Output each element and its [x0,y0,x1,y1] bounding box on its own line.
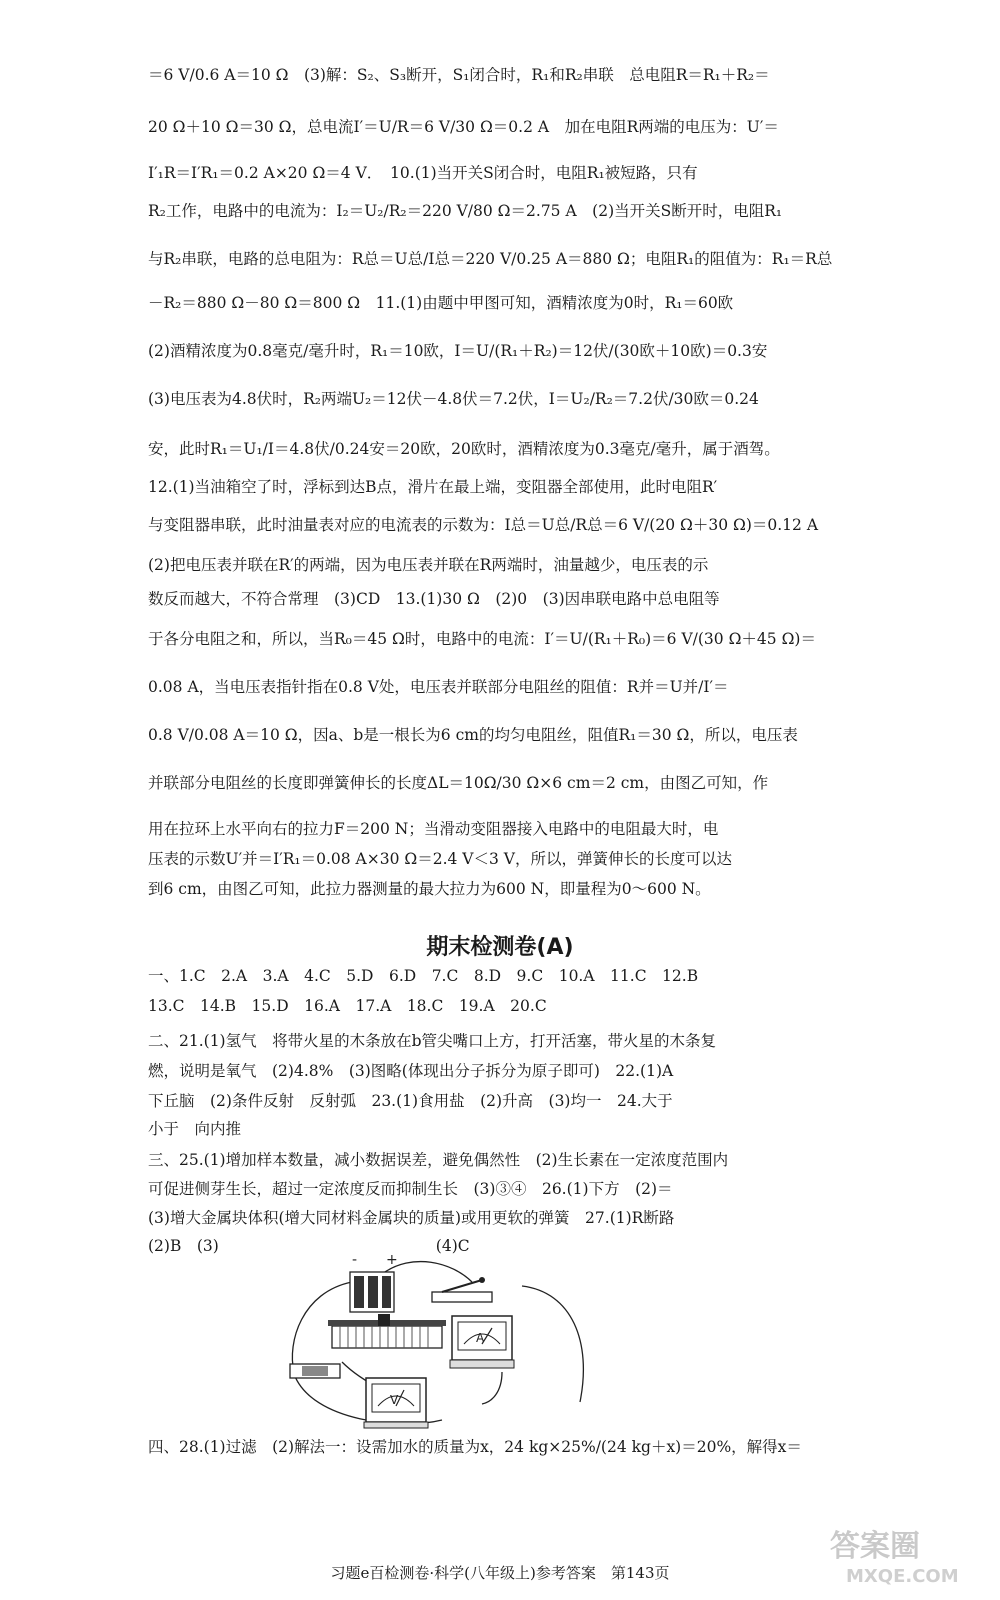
section-heading: 期末检测卷(A) [426,935,574,960]
text-line: (2)把电压表并联在R′的两端，因为电压表并联在R两端时，油量越少，电压表的示 [148,556,709,574]
text-line: 于各分电阻之和，所以，当R₀＝45 Ω时，电路中的电流：I′＝U/(R₁＋R₀)＝6 V/(30 Ω＋45 Ω)＝ [148,630,816,648]
answer-line: 13.C 14.B 15.D 16.A 17.A 18.C 19.A 20.C [148,997,547,1015]
text-line: I′₁R＝I′R₁＝0.2 A×20 Ω＝4 V． 10.(1)当开关S闭合时，电阻R₁被短路，只有 [148,164,698,182]
text-line: 20 Ω＋10 Ω＝30 Ω，总电流I′＝U/R＝6 V/30 Ω＝0.2 A 加在电阻R两端的电压为：U′＝ [148,118,779,136]
text-line: ＝6 V/0.6 A＝10 Ω (3)解：S₂、S₃断开，S₁闭合时，R₁和R₂串联 总电阻R＝R₁＋R₂＝ [148,66,770,84]
answer-line: 可促进侧芽生长，超过一定浓度反而抑制生长 (3)③④ 26.(1)下方 (2)＝ [148,1180,673,1198]
circuit-diagram [282,1252,602,1430]
battery-plus-label: + [386,1252,398,1268]
text-line: 用在拉环上水平向右的拉力F＝200 N；当滑动变阻器接入电路中的电阻最大时，电 [148,820,719,838]
text-line: 数反而越大，不符合常理 (3)CD 13.(1)30 Ω (2)0 (3)因串联电路中总电阻等 [148,590,720,608]
text-line: 压表的示数U′并＝I′R₁＝0.08 A×30 Ω＝2.4 V＜3 V，所以，弹簧伸长的长度可以达 [148,850,732,868]
svg-text:MXQE.COM: MXQE.COM [846,1566,959,1587]
answer-line: (3)增大金属块体积(增大同材料金属块的质量)或用更软的弹簧 27.(1)R断路 [148,1209,675,1227]
answer-line: 三、25.(1)增加样本数量，减小数据误差，避免偶然性 (2)生长素在一定浓度范围内 [148,1151,729,1169]
battery-minus-label: - [352,1252,358,1268]
resistor-icon [290,1364,340,1378]
battery-icon [350,1272,394,1312]
text-line: 0.08 A，当电压表指针指在0.8 V处，电压表并联部分电阻丝的阻值：R并＝U并/I′＝ [148,678,729,696]
text-line: 0.8 V/0.08 A＝10 Ω，因a、b是一根长为6 cm的均匀电阻丝，阻值R₁＝30 Ω，所以，电压表 [148,726,798,744]
rheostat-icon [328,1314,446,1348]
text-line: R₂工作，电路中的电流为：I₂＝U₂/R₂＝220 V/80 Ω＝2.75 A (2)当开关S断开时，电阻R₁ [148,202,783,220]
answer-line: 小于 向内推 [148,1120,242,1138]
answer-line: 一、1.C 2.A 3.A 4.C 5.D 6.D 7.C 8.D 9.C 10.A 11.C 12.B [148,967,699,985]
voltmeter-label: V [390,1393,399,1407]
text-line: －R₂＝880 Ω－80 Ω＝800 Ω 11.(1)由题中甲图可知，酒精浓度为0时，R₁＝60欧 [148,294,734,312]
svg-text:答案圈: 答案圈 [830,1529,920,1564]
answer-line: (2)B (3) (4)C [148,1237,470,1255]
answer-line: 四、28.(1)过滤 (2)解法一：设需加水的质量为x，24 kg×25%/(24 kg＋x)＝20%，解得x＝ [148,1438,802,1456]
answer-line: 二、21.(1)氢气 将带火星的木条放在b管尖嘴口上方，打开活塞，带火星的木条复 [148,1032,717,1050]
switch-icon [432,1277,492,1302]
text-line: 12.(1)当油箱空了时，浮标到达B点，滑片在最上端，变阻器全部使用，此时电阻R′ [148,478,718,496]
ammeter-label: A [476,1331,485,1345]
text-line: (3)电压表为4.8伏时，R₂两端U₂＝12伏－4.8伏＝7.2伏，I＝U₂/R₂＝7.2伏/30欧＝0.24 [148,390,759,408]
answer-line: 下丘脑 (2)条件反射 反射弧 23.(1)食用盐 (2)升高 (3)均一 24.大于 [148,1092,673,1110]
text-line: 与变阻器串联，此时油量表对应的电流表的示数为：I总＝U总/R总＝6 V/(20 Ω＋30 Ω)＝0.12 A [148,516,819,534]
text-line: 并联部分电阻丝的长度即弹簧伸长的长度ΔL＝10Ω/30 Ω×6 cm＝2 cm，由图乙可知，作 [148,774,769,792]
page-footer: 习题e百检测卷·科学(八年级上)参考答案 第143页 [330,1564,670,1582]
text-line: 到6 cm，由图乙可知，此拉力器测量的最大拉力为600 N，即量程为0～600 N。 [148,880,711,898]
watermark-logo [820,1520,980,1590]
text-line: 安，此时R₁＝U₁/I＝4.8伏/0.24安＝20欧，20欧时，酒精浓度为0.3毫克/毫升，属于酒驾。 [148,440,780,458]
text-line: 与R₂串联，电路的总电阻为：R总＝U总/I总＝220 V/0.25 A＝880 Ω；电阻R₁的阻值为：R₁＝R总 [148,250,833,268]
text-line: (2)酒精浓度为0.8毫克/毫升时，R₁＝10欧，I＝U/(R₁＋R₂)＝12伏/(30欧＋10欧)＝0.3安 [148,342,768,360]
answer-line: 燃，说明是氧气 (2)4.8% (3)图略(体现出分子拆分为原子即可) 22.(1)A [148,1062,674,1080]
